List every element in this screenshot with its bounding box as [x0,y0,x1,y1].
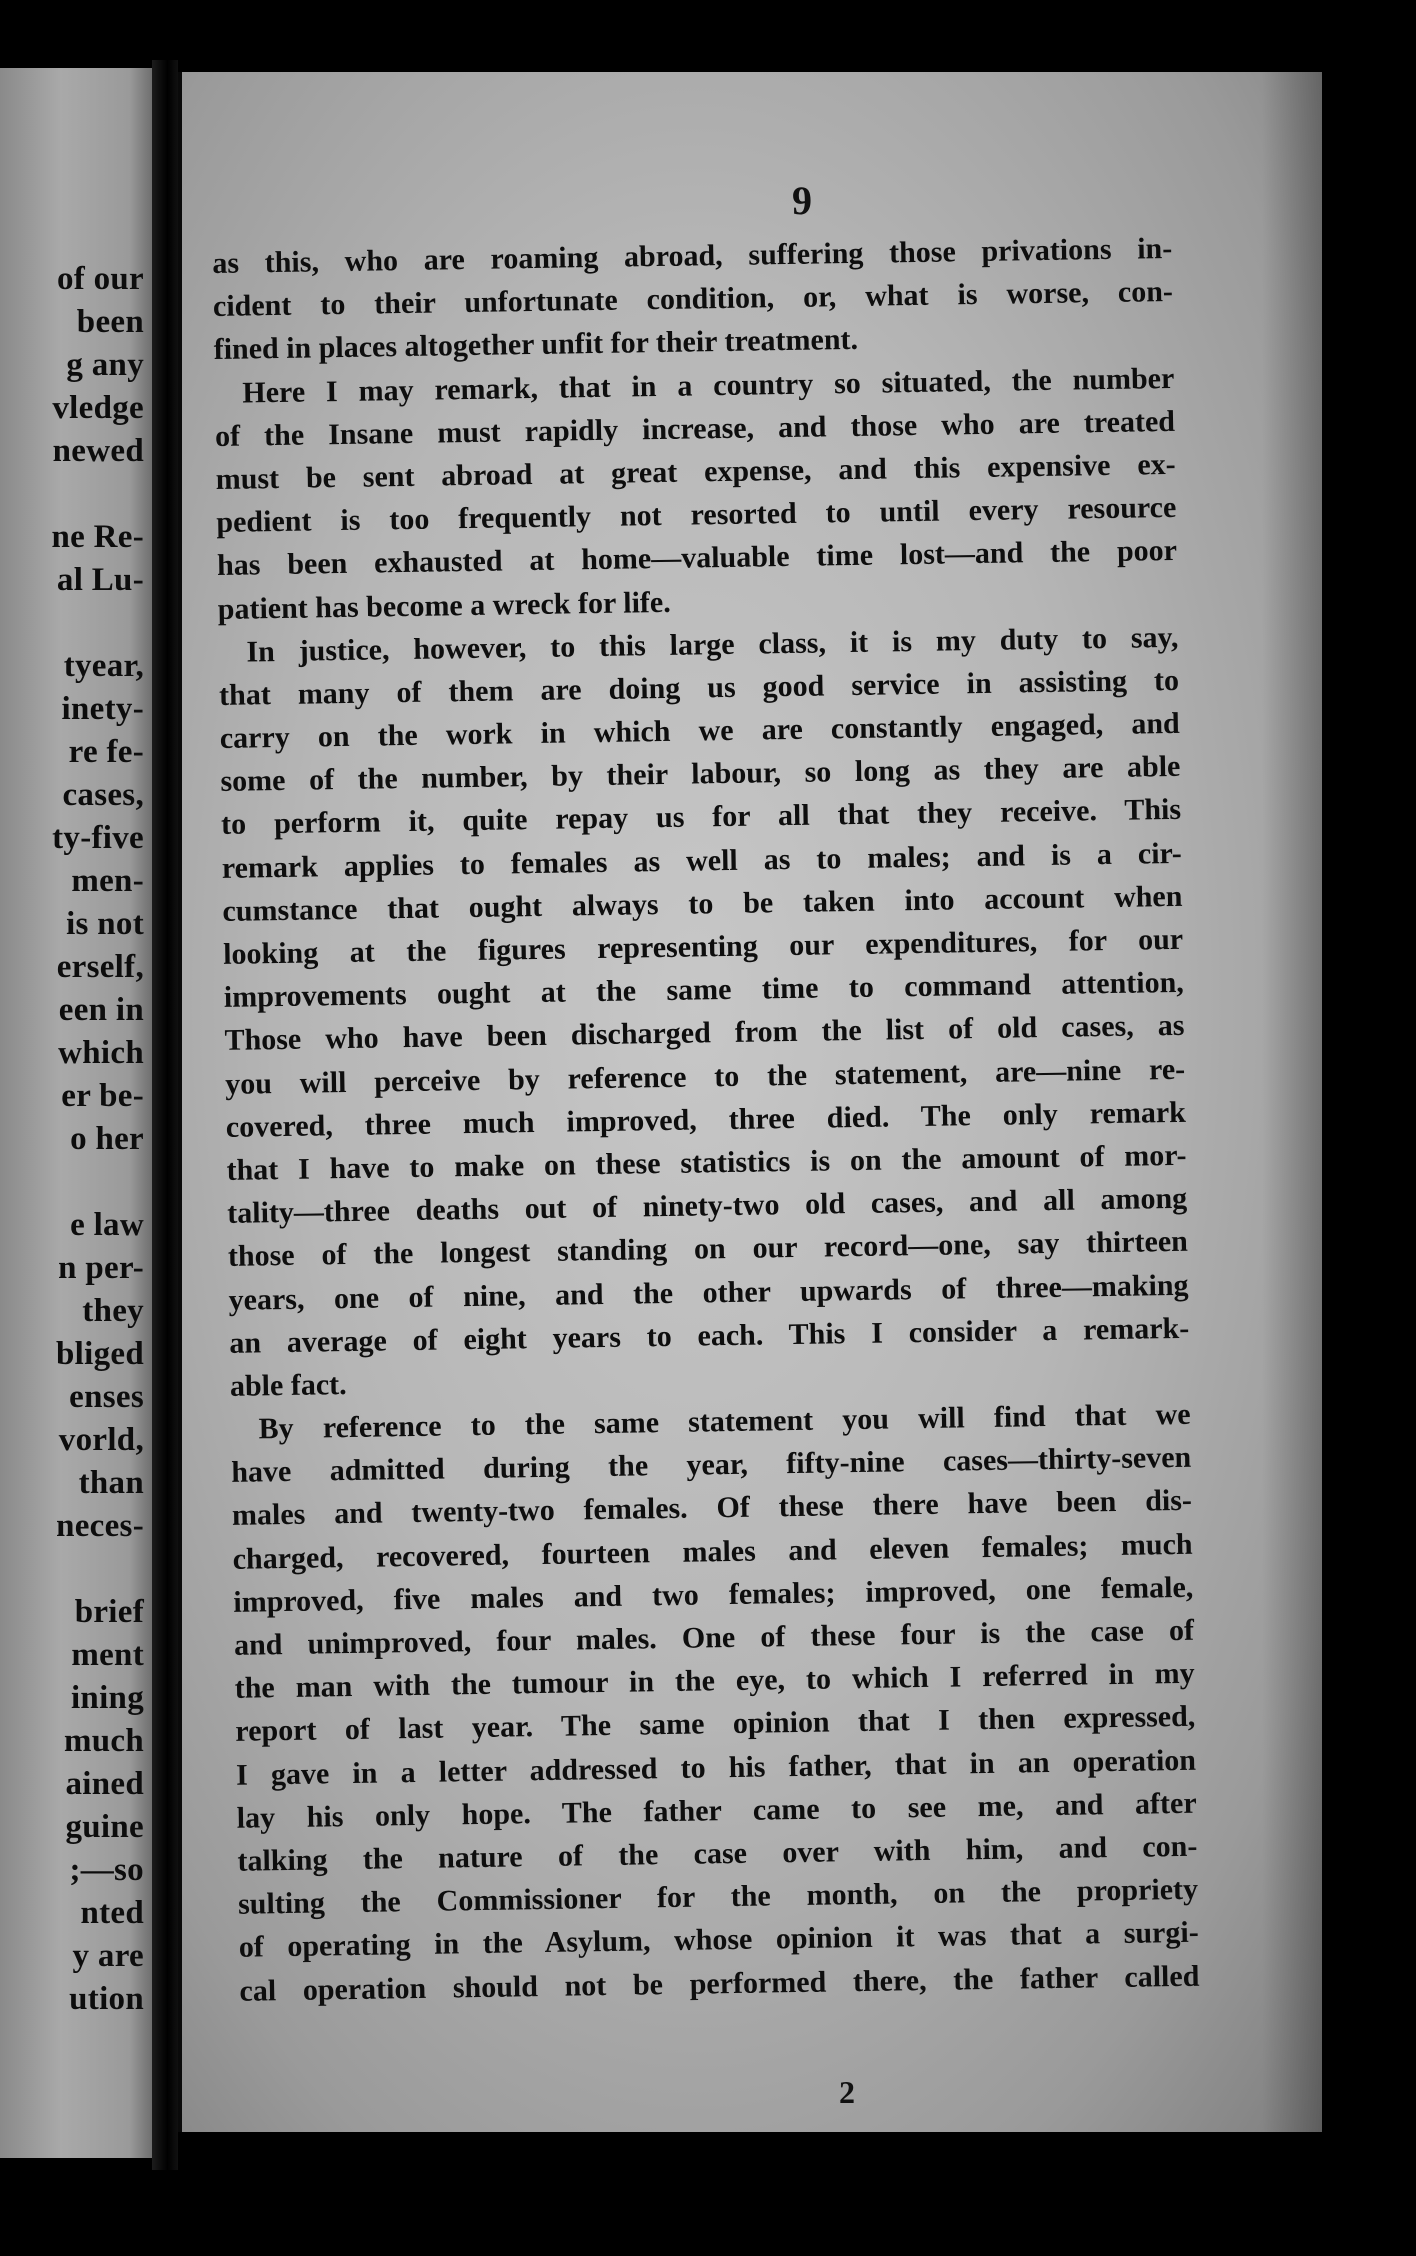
left-page-line: much [63,1723,144,1759]
text-line: looking at the figures representing our expenditures, for our [222,922,1184,971]
page-edge-shadow [1262,72,1322,2132]
left-page-line: of our [56,261,144,297]
text-line: males and twenty-two females. Of these there have been dis- [231,1484,1193,1533]
page-number: 9 [792,178,812,223]
text-line: that many of them are doing us good service in assisting to [218,663,1180,712]
bottom-dark-strip [178,2132,1328,2172]
text-line: those of the longest standing on our record—one, say thirteen [227,1225,1189,1274]
text-line: patient has become a wreck for life. [217,585,671,626]
body-text [212,227,1200,2013]
text-line: has been exhausted at home—valuable time lost—and the poor [216,534,1178,583]
text-line: improvements ought at the same time to command attention, [223,966,1185,1015]
left-page-text [51,258,144,2021]
left-page-line: n per- [58,1250,144,1286]
left-page-line: which [58,1035,144,1071]
book-spine [152,60,178,2170]
left-page-line: re fe- [68,734,144,770]
left-page-line: er be- [61,1078,144,1114]
text-line: an average of eight years to each. This I consider a remark- [229,1311,1190,1360]
text-line: fined in places altogether unfit for their treatment. [213,323,859,367]
left-page-line: tyear, [63,648,144,684]
left-page-line: een in [58,992,144,1028]
text-line: as this, who are roaming abroad, suffering those privations in- [212,231,1173,280]
left-page-line [51,1548,144,1591]
text-line: Those who have been discharged from the list of old cases, as [224,1009,1185,1058]
text-line: you will perceive by reference to the statement, are—nine re- [224,1052,1186,1101]
text-line: must be sent abroad at great expense, and this expensive ex- [215,447,1176,496]
text-line: talking the nature of the case over with him, and con- [237,1829,1198,1878]
left-page-line: ;—so [69,1852,144,1888]
text-line: years, one of nine, and the other upwards of three—making [228,1268,1189,1317]
left-page-fragment [0,68,152,2158]
left-page-line: men- [71,863,144,899]
left-page-line: neces- [56,1508,144,1544]
text-line: report of last year. The same opinion that I then expressed, [235,1700,1196,1749]
left-page-line: bliged [56,1336,144,1372]
left-page-line: than [78,1465,144,1501]
left-page-line: inety- [61,691,144,727]
text-line: Here I may remark, that in a country so situated, the number [242,361,1175,410]
left-page-line: ining [70,1680,144,1716]
left-page-line: ty-five [52,820,144,856]
left-page-line: vorld, [58,1422,144,1458]
left-page-line: ution [69,1981,144,2017]
text-line: and unimproved, four males. One of these four is the case of [233,1613,1195,1662]
text-line: covered, three much improved, three died. The only remark [225,1095,1187,1144]
left-page-line: o her [70,1121,144,1157]
left-page-line [51,473,144,516]
text-line: sulting the Commissioner for the month, on the propriety [237,1872,1199,1921]
left-page-line: ment [71,1637,144,1673]
left-page-line: y are [72,1938,144,1974]
left-page-line: newed [52,433,144,469]
text-line: of the Insane must rapidly increase, and those who are treated [214,404,1176,453]
text-line: the man with the tumour in the eye, to which I referred in my [234,1656,1195,1706]
left-page-line: al Lu- [56,562,144,598]
signature-mark: 2 [839,2074,855,2110]
text-line: By reference to the same statement you will find that we [258,1397,1191,1446]
text-line: have admitted during the year, fifty-nine cases—thirty-seven [231,1441,1192,1490]
left-page-line: guine [65,1809,144,1845]
left-page-line: ne Re- [51,519,144,555]
left-page-line: cases, [62,777,144,813]
left-page-line: brief [74,1594,144,1630]
text-line: charged, recovered, fourteen males and eleven females; much [232,1527,1193,1576]
left-page-line: erself, [56,949,144,985]
left-page-line: g any [66,347,144,383]
left-page-line: is not [66,906,144,942]
left-page-line: e law [70,1207,144,1243]
text-line: cumstance that ought always to be taken into account when [222,879,1183,928]
left-page-line: they [82,1293,144,1329]
text-line: improved, five males and two females; improved, one female, [233,1570,1194,1619]
left-page-line: ained [65,1766,144,1802]
left-page-line: enses [69,1379,144,1415]
left-page-line: vledge [52,390,144,426]
left-page-line [51,1161,144,1204]
text-line: I gave in a letter addressed to his father, that in an operation [235,1743,1197,1792]
text-line: tality—three deaths out of ninety-two old cases, and all among [227,1181,1188,1231]
left-page-line: nted [80,1895,144,1931]
text-line: able fact. [229,1367,347,1403]
text-line: carry on the work in which we are constantly engaged, and [219,706,1180,755]
text-line: In justice, however, to this large class, it is my duty to say, [246,620,1179,669]
text-line: some of the number, by their labour, so long as they are able [220,750,1181,799]
right-page [178,72,1322,2132]
text-line: cident to their unfortunate condition, or, what is worse, con- [212,275,1174,324]
text-line: of operating in the Asylum, whose opinion it was that a surgi- [238,1916,1199,1965]
left-page-line [51,602,144,645]
text-line: cal operation should not be performed there, the father called [239,1959,1200,2008]
text-line: pedient is too frequently not resorted to until every resource [216,491,1177,540]
text-line: that I have to make on these statistics is on the amount of mor- [226,1138,1187,1187]
text-line: remark applies to females as well as to males; and is a cir- [221,836,1182,885]
text-line: to perform it, quite repay us for all that they receive. This [220,793,1182,842]
left-page-line: been [76,304,144,340]
text-line: lay his only hope. The father came to see me, and after [236,1786,1197,1835]
